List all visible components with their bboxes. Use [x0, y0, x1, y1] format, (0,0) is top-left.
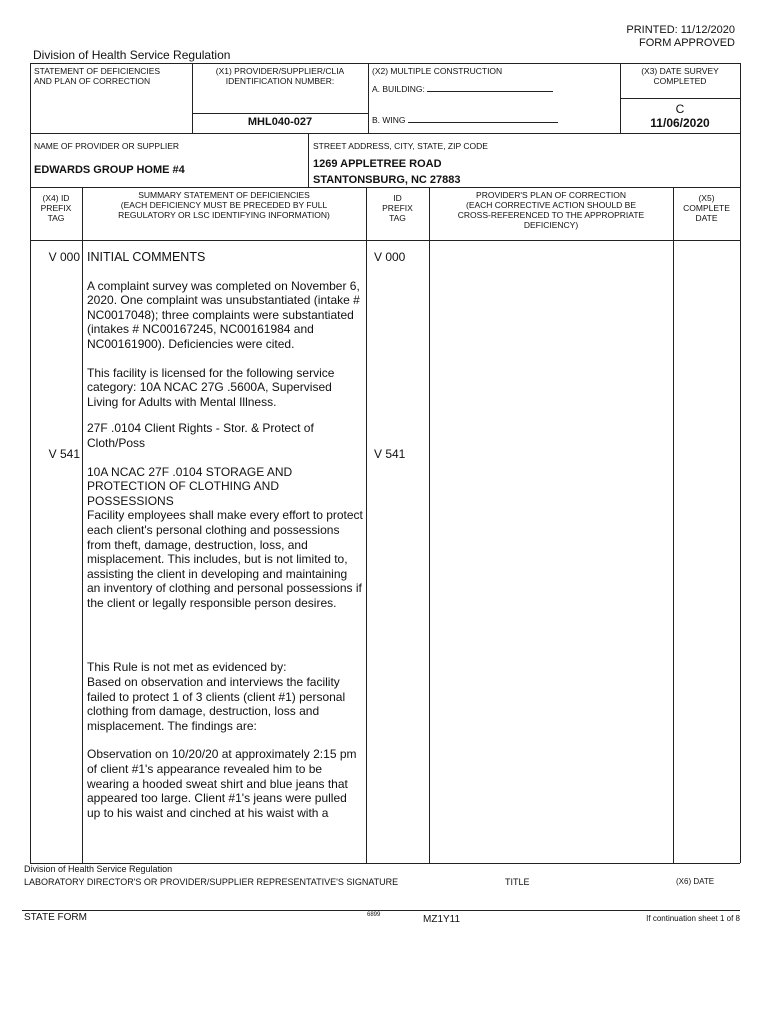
provider-id: MHL040-027 [247, 116, 313, 128]
statement-label: STATEMENT OF DEFICIENCIES AND PLAN OF CORRECTION [34, 66, 161, 86]
findings-paragraph: Based on observation and interviews the facility failed to protect 1 of 3 clients (client #1) personal clothing from damage, destruction, loss and misplacement. The findings are: [87, 675, 346, 733]
provider-address [313, 156, 461, 188]
initial-comments: INITIAL COMMENTS [87, 250, 206, 264]
tag-v541-right: V 541 [374, 447, 406, 461]
provider-name: EDWARDS GROUP HOME #4 [34, 164, 185, 176]
x3-label: (X3) DATE SURVEY COMPLETED [641, 66, 719, 86]
division-title: Division of Health Service Regulation [33, 48, 231, 62]
survey-date: 11/06/2020 [650, 116, 710, 130]
x6-date-label: (X6) DATE [676, 877, 715, 886]
tag-v541: V 541 [48, 447, 80, 461]
tag-v000: V 000 [48, 250, 80, 264]
provider-name-label: NAME OF PROVIDER OR SUPPLIER [34, 141, 179, 151]
signature-label: LABORATORY DIRECTOR'S OR PROVIDER/SUPPLIER REPRESENTATIVE'S SIGNATURE [24, 877, 399, 887]
building-field: A. BUILDING: [372, 83, 553, 94]
license-paragraph: This facility is licensed for the following service category: 10A NCAC 27G .5600A, Supervised Living for Adults with Mental Illness. [87, 365, 335, 409]
observation-paragraph: Observation on 10/20/20 at approximately 2:15 pm of client #1's appearance revealed him to be wearing a hooded sweat shirt and blue jeans that appeared too large. Client #1's jeans were pulled up to his waist and cinched at his waist with a [87, 747, 357, 820]
street-address: 1269 APPLETREE ROAD [313, 158, 442, 170]
v541-title: 27F .0104 Client Rights - Stor. & Protect of Cloth/Poss [87, 421, 314, 450]
address-label: STREET ADDRESS, CITY, STATE, ZIP CODE [313, 141, 488, 151]
tag-v000-right: V 000 [374, 250, 406, 264]
summary-text [87, 250, 363, 862]
summary-header: SUMMARY STATEMENT OF DEFICIENCIES (EACH DEFICIENCY MUST BE PRECEDED BY FULL REGULATORY OR LSC IDENTIFYING INFORMATION) [118, 190, 330, 220]
form-number: 6899 [367, 912, 381, 918]
state-form-label: STATE FORM [24, 912, 87, 923]
x1-label: (X1) PROVIDER/SUPPLIER/CLIA IDENTIFICATION NUMBER: [215, 66, 345, 86]
survey-code: C [675, 102, 685, 116]
x5-header: (X5) COMPLETE DATE [683, 193, 730, 223]
not-met-statement: This Rule is not met as evidenced by: [87, 660, 287, 675]
continuation-sheet: If continuation sheet 1 of 8 [646, 914, 740, 923]
title-label: TITLE [505, 877, 530, 887]
complaint-paragraph: A complaint survey was completed on November 6, 2020. One complaint was unsubstantiated (intake # NC0017048); three complaints were substantiated (intakes # NC00167245, NC00161984 and NC00161900). Deficiencies were cited. [87, 278, 360, 351]
id-header: ID PREFIX TAG [382, 193, 413, 223]
city-state-zip: STANTONSBURG, NC 27883 [313, 174, 461, 186]
rule-text: Facility employees shall make every effort to protect each client's personal clothing and possessions from theft, damage, destruction, loss, and misplacement. This includes, but is not limited to, assisting the client in developing and maintaining an inventory of clothing and personal possessions if the client or legally responsible person desires. [87, 508, 363, 610]
x4-header: (X4) ID PREFIX TAG [40, 193, 72, 223]
printed-date: PRINTED: 11/12/2020 [626, 24, 735, 36]
event-id: MZ1Y11 [423, 914, 461, 925]
rule-heading: 10A NCAC 27F .0104 STORAGE AND PROTECTION OF CLOTHING AND POSSESSIONS [87, 464, 293, 508]
wing-field: B. WING [372, 114, 558, 125]
print-header [626, 24, 735, 50]
x2-label: (X2) MULTIPLE CONSTRUCTION [372, 66, 503, 76]
footer-division: Division of Health Service Regulation [24, 864, 173, 874]
plan-header: PROVIDER'S PLAN OF CORRECTION (EACH CORRECTIVE ACTION SHOULD BE CROSS-REFERENCED TO THE APPROPRIATE DEFICIENCY) [457, 190, 645, 230]
form-approved: FORM APPROVED [639, 37, 735, 49]
